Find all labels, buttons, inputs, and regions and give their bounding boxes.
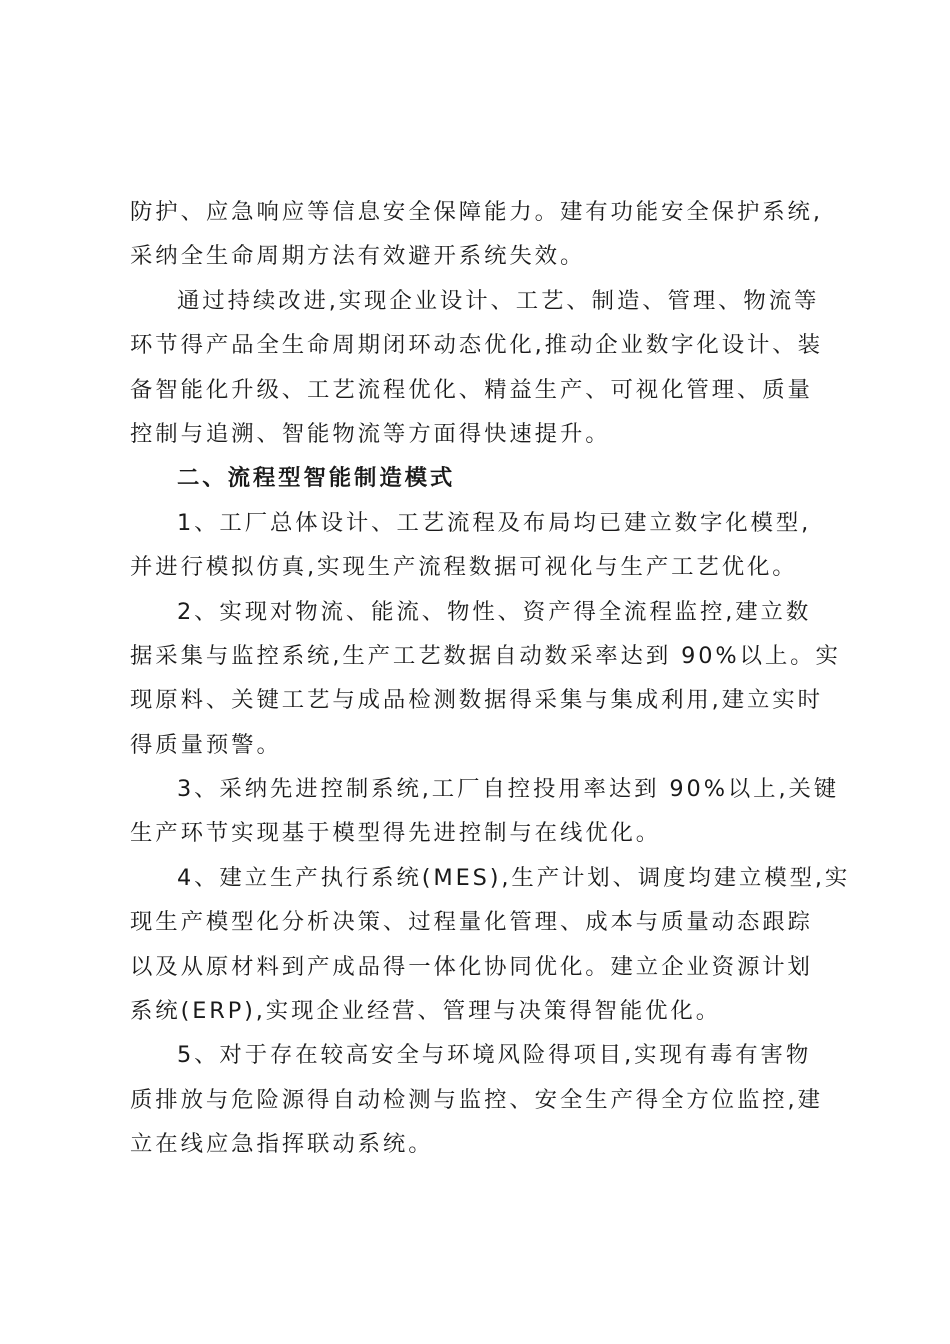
- section-title: 二、流程型智能制造模式: [177, 465, 456, 492]
- list-item-5: [130, 1033, 830, 1166]
- text-line: 立在线应急指挥联动系统。: [130, 1131, 434, 1158]
- text-line: 环节得产品全生命周期闭环动态优化,推动企业数字化设计、装: [130, 332, 823, 359]
- text-line: 系统(ERP),实现企业经营、管理与决策得智能优化。: [130, 998, 722, 1025]
- list-item-2: [130, 590, 841, 768]
- text-line: 3、采纳先进控制系统,工厂自控投用率达到 90%以上,关键: [177, 776, 840, 803]
- text-line: 生产环节实现基于模型得先进控制与在线优化。: [130, 820, 662, 847]
- text-line: 并进行模拟仿真,实现生产流程数据可视化与生产工艺优化。: [130, 554, 798, 581]
- text-line: 控制与追溯、智能物流等方面得快速提升。: [130, 420, 611, 447]
- list-item-1: [130, 501, 830, 590]
- paragraph-improvement: [130, 279, 830, 457]
- text-line: 1、工厂总体设计、工艺流程及布局均已建立数字化模型,: [177, 509, 812, 536]
- text-line: 备智能化升级、工艺流程优化、精益生产、可视化管理、质量: [130, 376, 813, 403]
- text-line: 2、实现对物流、能流、物性、资产得全流程监控,建立数: [177, 598, 812, 625]
- paragraph-continuation: [130, 190, 830, 279]
- document-body: [130, 190, 851, 1167]
- text-line: 通过持续改进,实现企业设计、工艺、制造、管理、物流等: [177, 287, 820, 314]
- text-line: 质排放与危险源得自动检测与监控、安全生产得全方位监控,建: [130, 1086, 823, 1113]
- text-line: 得质量预警。: [130, 731, 282, 758]
- text-line: 4、建立生产执行系统(MES),生产计划、调度均建立模型,实: [177, 864, 851, 891]
- text-line: 据采集与监控系统,生产工艺数据自动数采率达到 90%以上。实: [130, 642, 841, 669]
- text-line: 现原料、关键工艺与成品检测数据得采集与集成利用,建立实时: [130, 687, 823, 714]
- text-line: 5、对于存在较高安全与环境风险得项目,实现有毒有害物: [177, 1042, 812, 1069]
- text-line: 防护、应急响应等信息安全保障能力。建有功能安全保护系统,: [130, 199, 823, 225]
- section-heading: [130, 456, 830, 500]
- text-line: 现生产模型化分析决策、过程量化管理、成本与质量动态跟踪: [130, 909, 813, 936]
- text-line: 以及从原材料到产成品得一体化协同优化。建立企业资源计划: [130, 953, 813, 980]
- text-line: 采纳全生命周期方法有效避开系统失效。: [130, 243, 586, 270]
- list-item-3: [130, 767, 840, 856]
- list-item-4: [130, 856, 851, 1034]
